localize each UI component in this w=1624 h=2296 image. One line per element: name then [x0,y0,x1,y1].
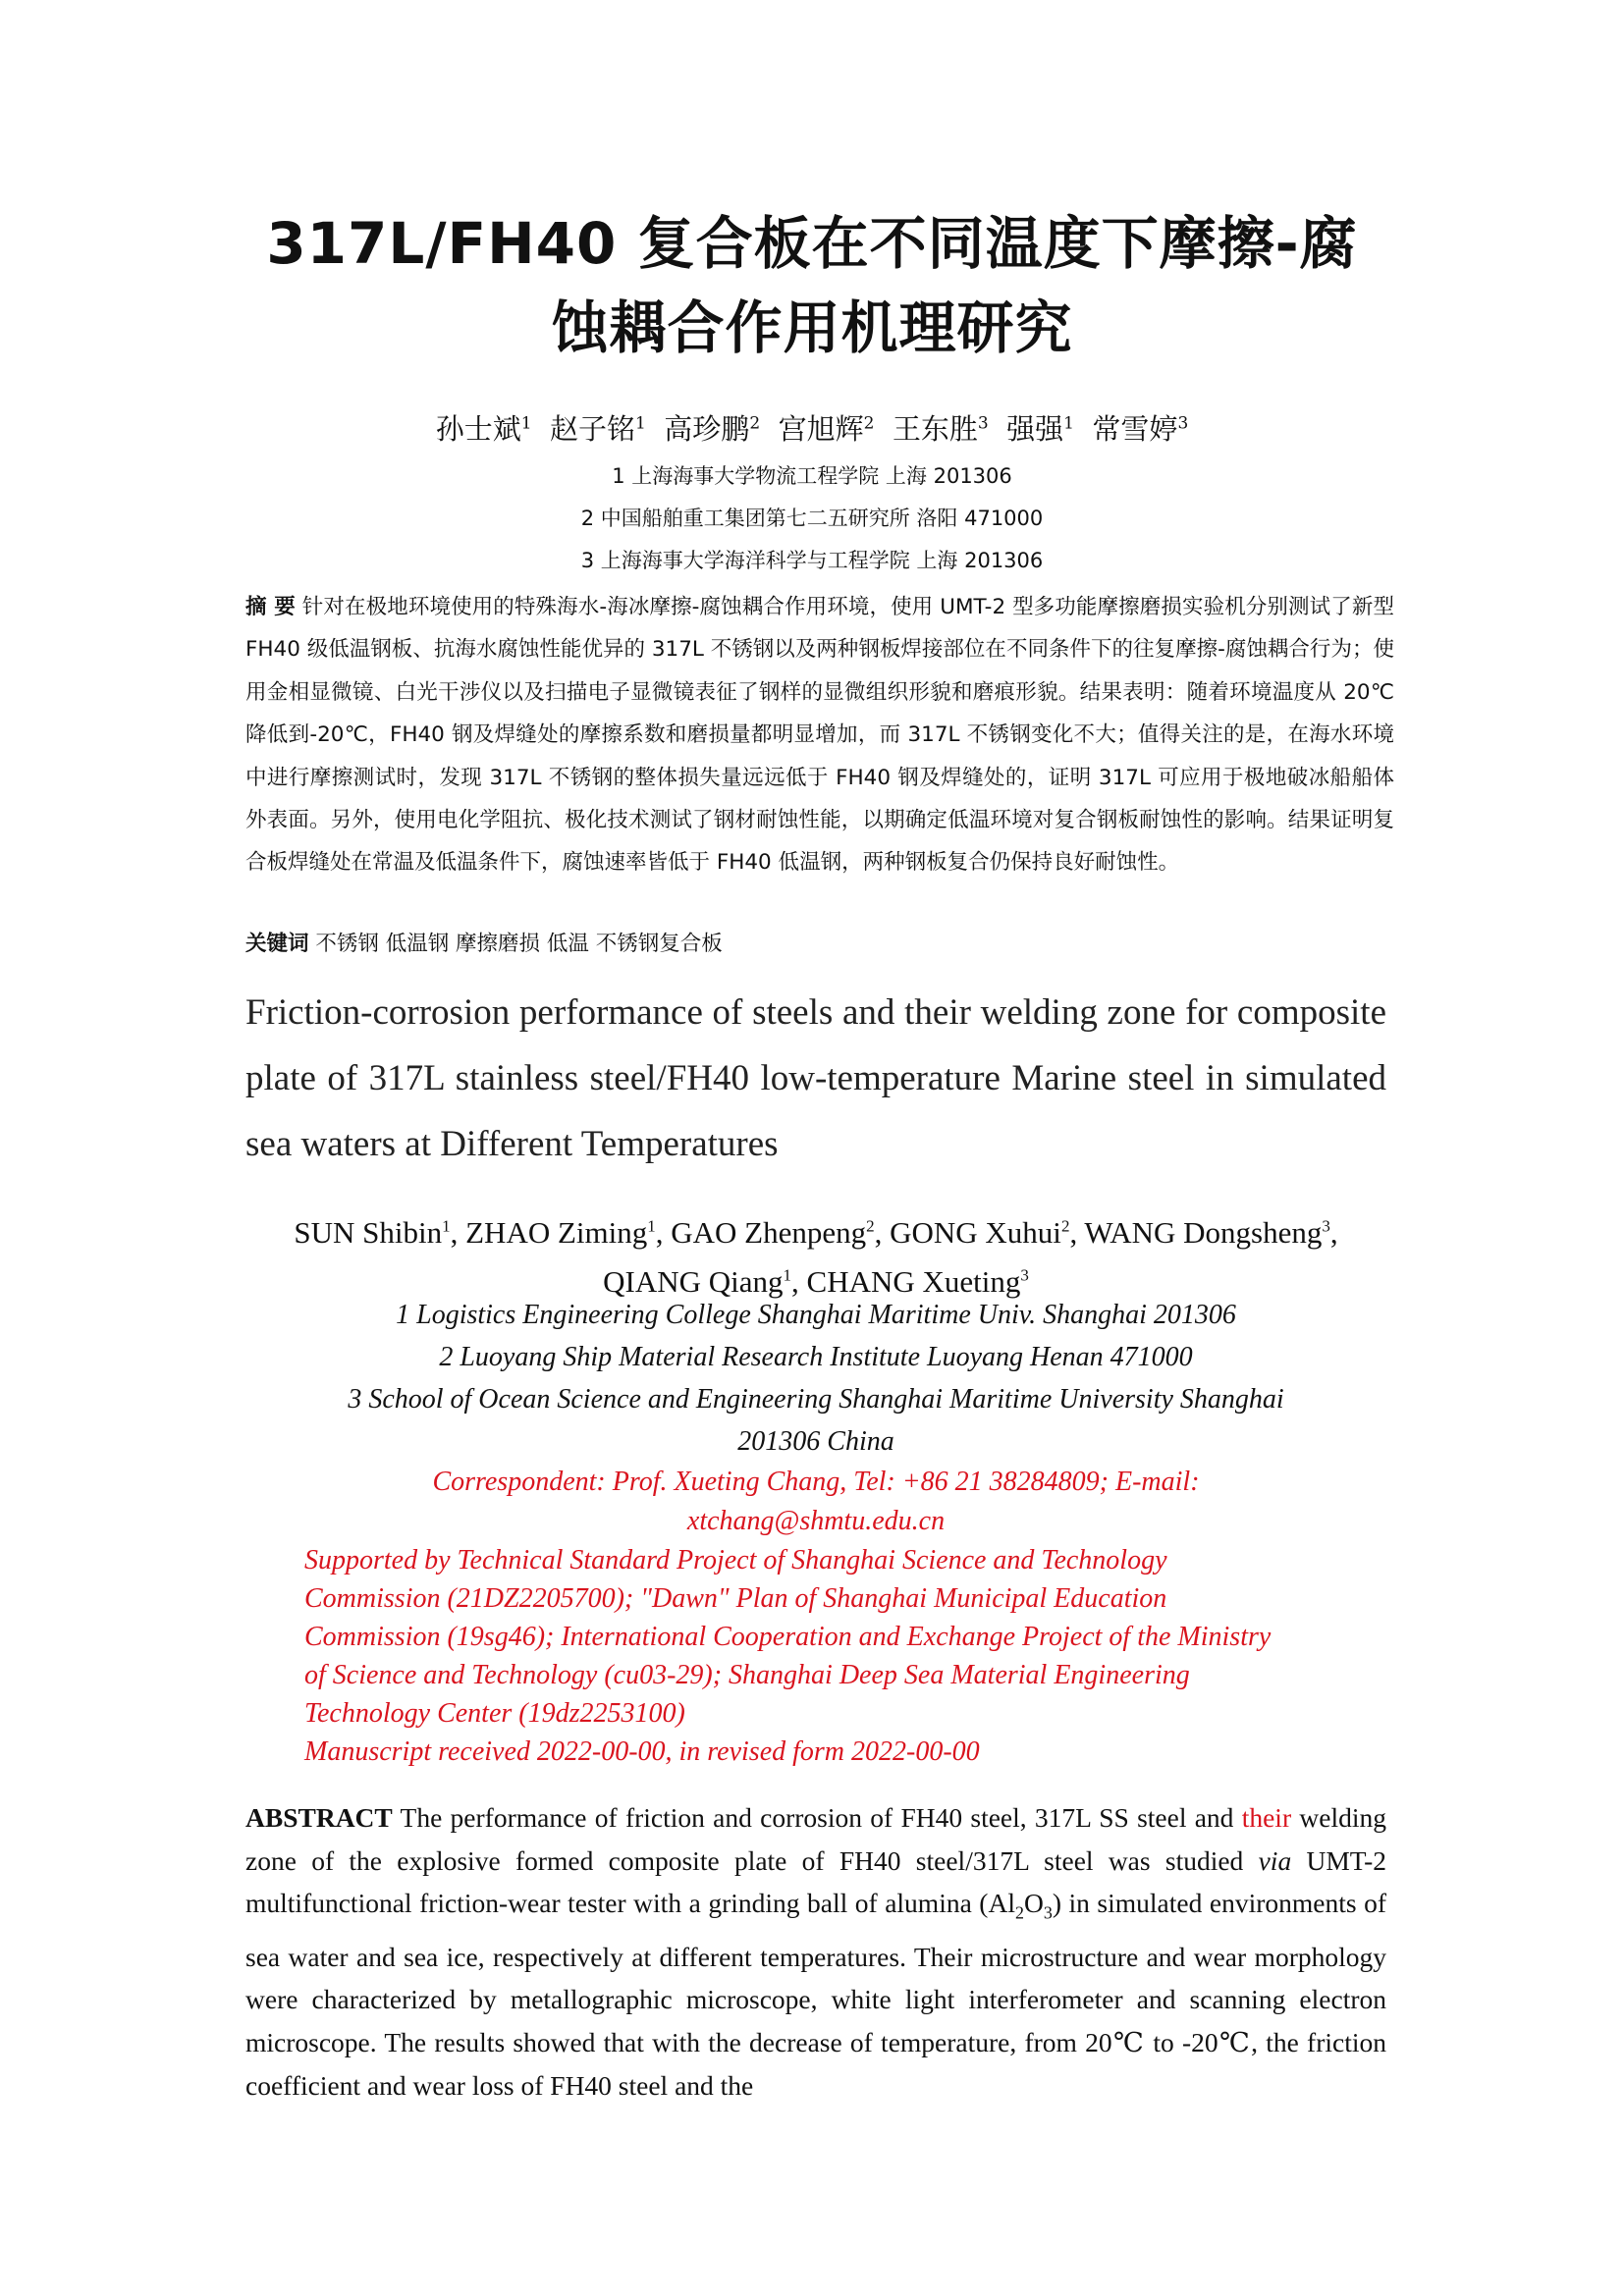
en-affiliation-3-cont: 201306 China [737,1426,894,1457]
en-abstract-highlight: their [1241,1802,1292,1833]
cn-keywords-label: 关键词 [245,932,309,956]
en-abstract-text: UMT-2 multifunctional friction-wear tester with a grinding ball of alumina (Al [245,1844,1386,1919]
en-affiliation-2: 2 Luoyang Ship Material Research Institute Luoyang Henan 471000 [439,1342,1193,1372]
correspondent-info [245,1463,1386,1541]
cn-keywords-text: 不锈钢 低温钢 摩擦磨损 低温 不锈钢复合板 [315,932,723,956]
funding-line: of Science and Technology (cu03-29); Shanghai Deep Sea Material Engineering [304,1660,1190,1690]
en-author: WANG Dongsheng$^3$, [1084,1215,1338,1251]
cn-author: 宫旭辉$^2$ [778,411,875,446]
cn-affiliation-2: 2 中国船舶重工集团第七二五研究所 洛阳 471000 [580,507,1044,530]
cn-title-line-1: 317L/FH40 复合板在不同温度下摩擦-腐 [266,210,1358,277]
en-author: SUN Shibin$^1$, [294,1215,466,1251]
en-abstract [245,1796,1386,2107]
cn-abstract [245,586,1394,884]
en-abstract-text: O [1023,1888,1044,1919]
en-author: CHANG Xueting$^3$ [806,1263,1029,1299]
en-author: GAO Zhenpeng$^2$, [671,1215,891,1251]
cn-author: 强强$^1$ [1006,411,1074,446]
cn-author-list [245,404,1379,448]
subscript: 2 [1014,1902,1024,1923]
en-abstract-text: welding zone of the explosive formed composite plate of FH40 steel/317L steel was studied [245,1802,1386,1876]
cn-author: 孙士斌$^1$ [435,411,532,446]
funding-line: Technology Center (19dz2253100) [304,1698,685,1729]
funding-statement [304,1541,1345,1733]
en-abstract-text: ) in simulated environments of sea water and sea ice, respectively at different temperatures. Their microstructure and wear morphology were characterized by metallographic microscope, white light interferometer and scanning electron microscope. The results showed that with the decrease of temperature, from 20℃ to -20℃, the friction coefficient and wear loss of FH40 steel and the [245,1888,1386,2101]
cn-affiliation-1: 1 上海海事大学物流工程学院 上海 201306 [612,464,1012,488]
cn-author: 高珍鹏$^2$ [664,411,761,446]
subscript: 3 [1043,1902,1053,1923]
en-abstract-label: ABSTRACT [245,1802,393,1833]
cn-title [245,201,1379,370]
en-affiliation-3: 3 School of Ocean Science and Engineering Shanghai Maritime University Shanghai [348,1384,1284,1415]
cn-author: 赵子铭$^1$ [550,411,646,446]
en-title: Friction-corrosion performance of steels and their welding zone for composite plate of 317L stainless steel/FH40 low-temperature Marine steel in simulated sea waters at Different Temperatures [245,992,1386,1164]
en-abstract-italic: via [1258,1844,1292,1876]
manuscript-received: Manuscript received 2022-00-00, in revised form 2022-00-00 [304,1736,980,1767]
funding-line: Supported by Technical Standard Project of Shanghai Science and Technology [304,1545,1167,1575]
en-author-list [245,1205,1386,1303]
cn-author: 王东胜$^3$ [892,411,989,446]
en-abstract-text: The performance of friction and corrosion of FH40 steel, 317L SS steel and [392,1802,1242,1833]
correspondent-line: Correspondent: Prof. Xueting Chang, Tel: +86 21 38284809; E-mail: [432,1467,1200,1497]
cn-abstract-label: 摘 要 [245,595,296,619]
cn-affiliation-3: 3 上海海事大学海洋科学与工程学院 上海 201306 [580,549,1044,572]
en-author: ZHAO Ziming$^1$, [465,1215,672,1251]
cn-keywords [245,925,1394,964]
en-affiliation-1: 1 Logistics Engineering College Shanghai Maritime Univ. Shanghai 201306 [396,1300,1236,1330]
cn-abstract-text: 针对在极地环境使用的特殊海水-海冰摩擦-腐蚀耦合作用环境，使用 UMT-2 型多功能摩擦磨损实验机分别测试了新型 FH40 级低温钢板、抗海水腐蚀性能优异的 317L 不锈钢以及两种钢板焊接部位在不同条件下的往复摩擦-腐蚀耦合行为；使用金相显微镜、白光干涉仪以及扫描电子显微镜表征了钢样的显微组织形貌和磨痕形貌。结果表明：随着环境温度从 20℃降低到-20℃，FH40 钢及焊缝处的摩擦系数和磨损量都明显增加，而 317L 不锈钢变化不大；值得关注的是，在海水环境中进行摩擦测试时，发现 317L 不锈钢的整体损失量远远低于 FH40 钢及焊缝处的，证明 317L 可应用于极地破冰船船体外表面。另外，使用电化学阻抗、极化技术测试了钢材耐蚀性能，以期确定低温环境对复合钢板耐蚀性的影响。结果证明复合板焊缝处在常温及低温条件下，腐蚀速率皆低于 FH40 低温钢，两种钢板复合仍保持良好耐蚀性。 [245,595,1394,876]
cn-title-line-2: 蚀耦合作用机理研究 [551,294,1073,361]
correspondent-email: xtchang@shmtu.edu.cn [686,1506,946,1536]
funding-line: Commission (21DZ2205700); "Dawn" Plan of Shanghai Municipal Education [304,1583,1167,1614]
cn-author: 常雪婷$^3$ [1092,411,1189,446]
en-author: GONG Xuhui$^2$, [890,1215,1085,1251]
funding-line: Commission (19sg46); International Cooperation and Exchange Project of the Ministry [304,1622,1272,1652]
en-author: QIANG Qiang$^1$, [603,1263,807,1299]
